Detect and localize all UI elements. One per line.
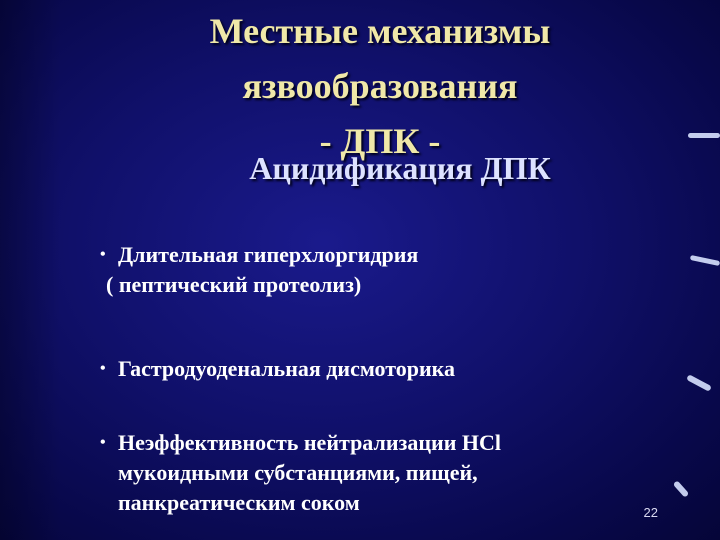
background-shade — [0, 0, 60, 540]
bullet-item — [100, 240, 418, 300]
title-line: - ДПК - — [319, 121, 441, 161]
bullet-text: Длительная гиперхлоргидрия — [118, 242, 419, 267]
bullet-item — [100, 354, 455, 384]
bullet-text: панкреатическим соком — [118, 490, 360, 515]
decorative-streak — [688, 133, 720, 138]
bullet-text: Гастродуоденальная дисмоторика — [118, 356, 456, 381]
bullet-item — [100, 428, 501, 518]
slide-subtitle: Ацидификация ДПК — [249, 150, 551, 186]
bullet-text: Неэффективность нейтрализации HCl — [118, 430, 502, 455]
bullet-text: мукоидными субстанциями, пищей, — [118, 460, 478, 485]
bullet-icon: • — [100, 360, 106, 377]
decorative-streak — [686, 374, 712, 392]
title-line: язвообразования — [242, 66, 518, 106]
bullet-icon: • — [100, 246, 106, 263]
decorative-streak — [690, 255, 720, 266]
slide-title — [100, 4, 660, 169]
bullet-icon: • — [100, 434, 106, 451]
title-line: Местные механизмы — [209, 11, 551, 51]
bullet-text: ( пептический протеолиз) — [106, 272, 362, 297]
page-number: 22 — [643, 505, 658, 520]
decorative-streak — [673, 480, 690, 497]
